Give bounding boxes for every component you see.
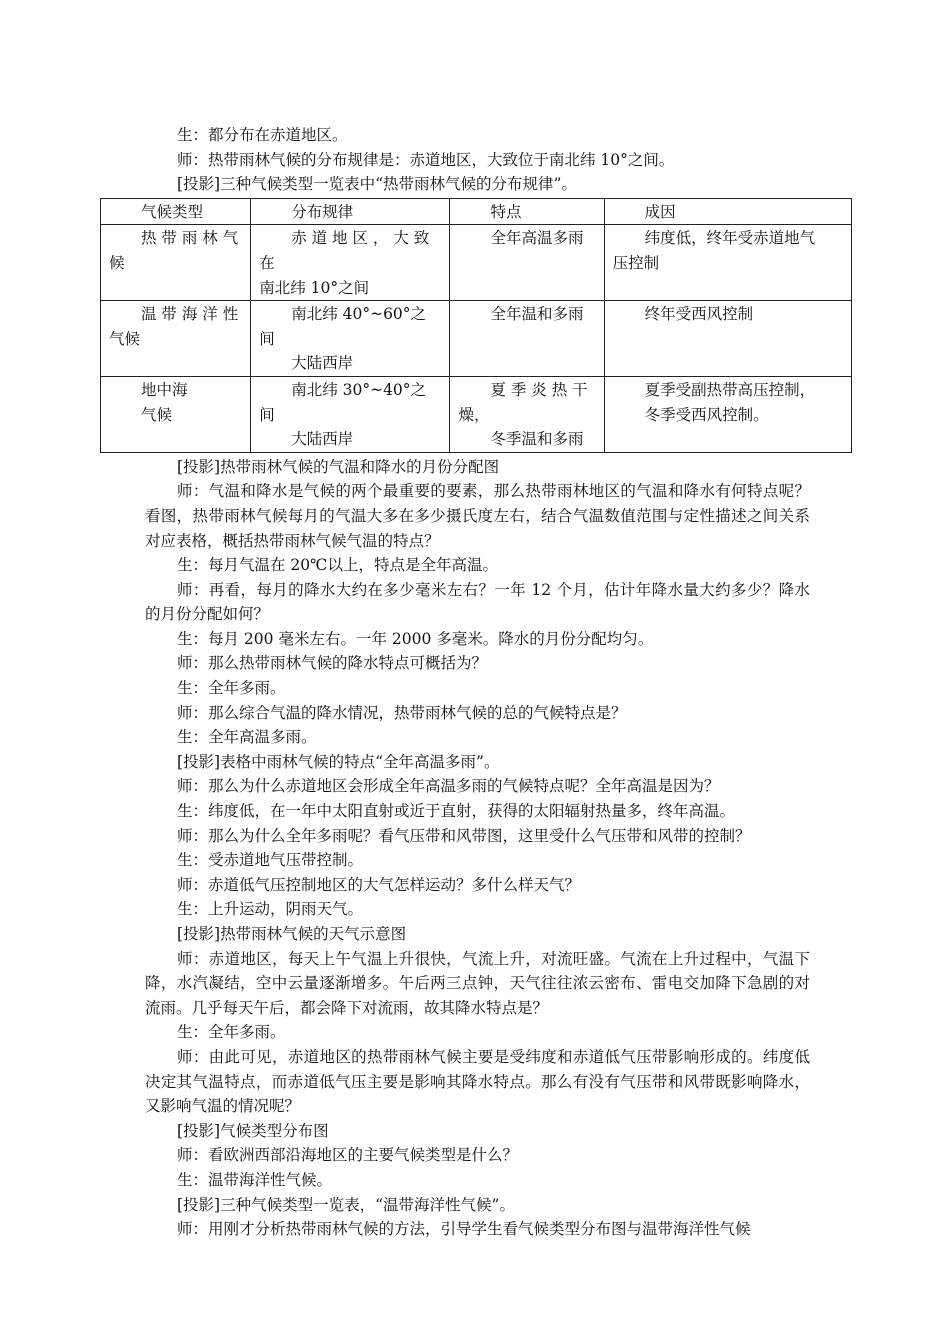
paragraph: 师：赤道低气压控制地区的大气怎样运动？多什么样天气？	[177, 875, 581, 894]
paragraph: 师：热带雨林气候的分布规律是：赤道地区，大致位于南北纬 10°之间。	[177, 150, 675, 169]
table-cell-cause: 终年受西风控制	[604, 301, 851, 377]
table-cell-type: 热 带 雨 林 气 候	[101, 225, 251, 301]
paragraph: 师：气温和降水是气候的两个最重要的要素，那么热带雨林地区的气温和降水有何特点呢？看图，热带雨林气候每月的气温大多在多少摄氏度左右，结合气温数值范围与定性描述之间关系对应表格，概括热带雨林气候气温的特点？	[145, 482, 810, 550]
climate-types-table	[100, 198, 852, 453]
paragraph: [投影]热带雨林气候的气温和降水的月份分配图	[177, 457, 500, 476]
paragraph: 生：全年多雨。	[177, 679, 286, 698]
paragraph: 师：用刚才分析热带雨林气候的方法，引导学生看气候类型分布图与温带海洋性气候	[177, 1220, 751, 1239]
table-cell-distribution: 南北纬 30°~40°之间 大陆西岸	[251, 376, 450, 452]
paragraph: 生：全年高温多雨。	[177, 728, 317, 747]
table-cell-distribution: 南北纬 40°~60°之间 大陆西岸	[251, 301, 450, 377]
paragraph: [投影]三种气候类型一览表中“热带雨林气候的分布规律”。	[177, 175, 577, 194]
paragraph: [投影]表格中雨林气候的特点“全年高温多雨”。	[177, 752, 500, 771]
table-cell-feature: 夏 季 炎 热 干 燥， 冬季温和多雨	[450, 376, 604, 452]
table-cell-feature: 全年温和多雨	[450, 301, 604, 377]
paragraph: 师：那么热带雨林气候的降水特点可概括为？	[177, 654, 488, 673]
paragraph: [投影]热带雨林气候的天气示意图	[177, 925, 407, 943]
paragraph: 师：那么为什么全年多雨呢？看气压带和风带图，这里受什么气压带和风带的控制？	[177, 826, 751, 845]
table-header-row	[101, 198, 852, 225]
table-row	[101, 376, 852, 452]
paragraph: 生：都分布在赤道地区。	[177, 126, 348, 144]
table-cell-cause: 纬度低，终年受赤道地气 压控制	[604, 225, 851, 301]
paragraph: 师：那么为什么赤道地区会形成全年高温多雨的气候特点呢？全年高温是因为？	[177, 777, 720, 796]
table-cell-type: 地中海 气候	[101, 376, 251, 452]
paragraph: 生：每月气温在 20℃以上，特点是全年高温。	[177, 556, 498, 575]
paragraph: 师：再看，每月的降水大约在多少毫米左右？一年 12 个月，估计年降水量大约多少？降水的月份分配如何？	[145, 580, 810, 624]
paragraph: 生：全年多雨。	[177, 1023, 286, 1042]
table-cell-cause: 夏季受副热带高压控制， 冬季受西风控制。	[604, 376, 851, 452]
table-cell-distribution: 赤 道 地 区 ， 大 致 在 南北纬 10°之间	[251, 225, 450, 301]
table-header-cell: 分布规律	[251, 198, 450, 225]
table-header-cell: 特点	[450, 198, 604, 225]
table-row	[101, 225, 852, 301]
paragraph: 生：纬度低，在一年中太阳直射或近于直射，获得的太阳辐射热量多，终年高温。	[177, 802, 736, 821]
table-header-cell: 成因	[604, 198, 851, 225]
paragraph: 师：那么综合气温的降水情况，热带雨林气候的总的气候特点是？	[177, 703, 627, 722]
table-cell-feature: 全年高温多雨	[450, 225, 604, 301]
table-row	[101, 301, 852, 377]
table-header-cell: 气候类型	[101, 198, 251, 225]
table-cell-type: 温 带 海 洋 性 气候	[101, 301, 251, 377]
paragraph: [投影]气候类型分布图	[177, 1121, 329, 1140]
paragraph: 生：受赤道地气压带控制。	[177, 851, 364, 870]
paragraph: 师：由此可见，赤道地区的热带雨林气候主要是受纬度和赤道低气压带影响形成的。纬度低决定其气温特点，而赤道低气压主要是影响其降水特点。那么有没有气压带和风带既影响降水，又影响气温的情况呢？	[145, 1047, 810, 1116]
paragraph: 生：温带海洋性气候。	[177, 1170, 333, 1189]
document-page	[109, 123, 816, 1242]
paragraph: 生：上升运动，阴雨天气。	[177, 900, 364, 919]
paragraph: 生：每月 200 毫米左右。一年 2000 多毫米。降水的月份分配均匀。	[177, 629, 654, 648]
paragraph: 师：赤道地区，每天上午气温上升很快，气流上升，对流旺盛。气流在上升过程中，气温下降，水汽凝结，空中云量逐渐增多。午后两三点钟，天气往往浓云密布、雷电交加降下急剧的对流雨。几乎每天午后，都会降下对流雨，故其降水特点是？	[145, 949, 810, 1017]
paragraph: [投影]三种气候类型一览表，“温带海洋性气候”。	[177, 1195, 515, 1214]
paragraph: 师：看欧洲西部沿海地区的主要气候类型是什么？	[177, 1146, 519, 1165]
